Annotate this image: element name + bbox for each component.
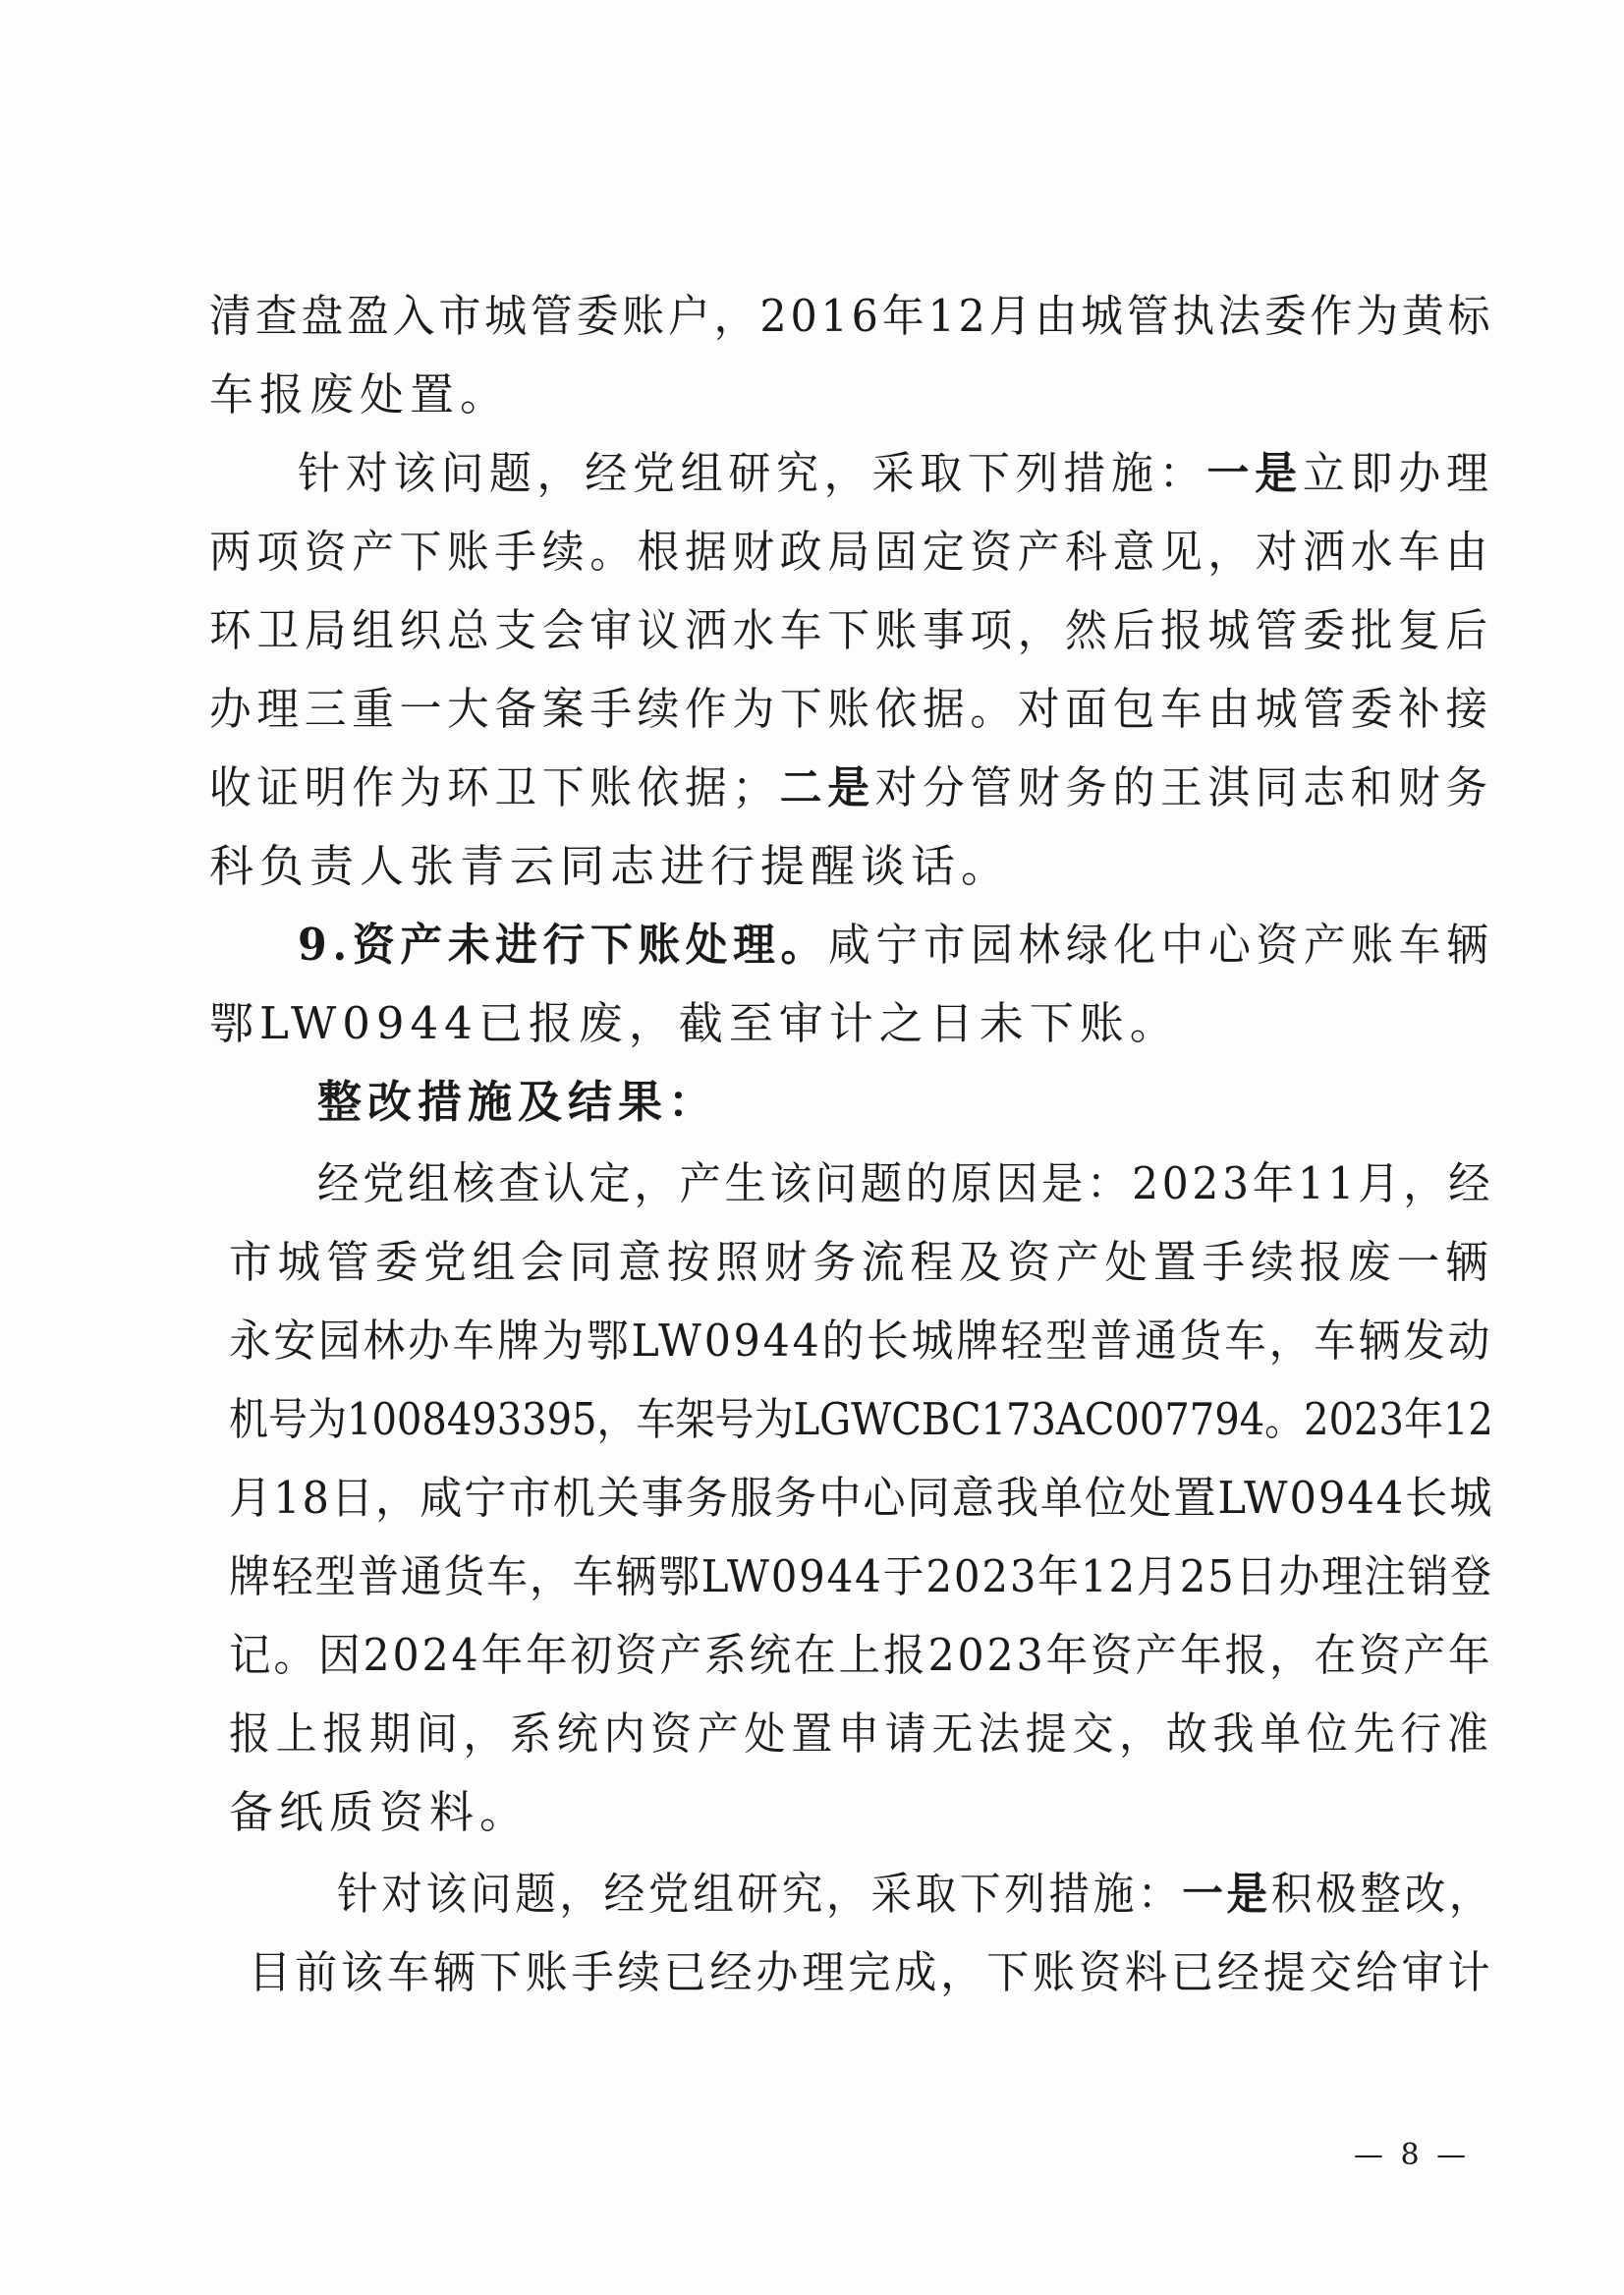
bold-text: 一是 [1182,1868,1271,1920]
body-line [298,444,1494,503]
body-line: 办理三重一大备案手续作为下账依据。对面包车由城管委补接 [209,683,1493,735]
body-line: 月18日，咸宁市机关事务服务中心同意我单位处置LW0944长城 [229,1472,1494,1524]
page-number: — 8 — [1354,2138,1471,2172]
body-line: 科负责人张青云同志进行提醒谈话。 [209,840,1012,892]
body-line: 永安园林办车牌为鄂LW0944的长城牌轻型普通货车，车辆发动 [229,1315,1493,1367]
body-line: 两项资产下账手续。根据财政局固定资产科意见，对洒水车由 [209,526,1493,578]
body-line: 环卫局组织总支会审议洒水车下账事项，然后报城管委批复后 [209,604,1493,656]
body-line [298,916,1494,975]
body-line: 牌轻型普通货车，车辆鄂LW0944于2023年12月25日办理注销登 [229,1550,1493,1602]
body-line: 报上报期间，系统内资产处置申请无法提交，故我单位先行准 [229,1707,1494,1760]
body-text: 对分管财务的王淇同志和财务 [874,761,1493,813]
body-text: 咸宁市园林绿化中心资产账车辆 [827,919,1494,971]
body-text: 收证明作为环卫下账依据； [209,761,780,813]
bold-text: 二是 [779,761,875,813]
body-text: 针对该问题，经党组研究，采取下列措施： [298,447,1207,499]
body-text: 针对该问题，经党组研究，采取下列措施： [337,1868,1183,1920]
body-line: 机号为1008493395，车架号为LGWCBC173AC007794。2023年12 [229,1393,1493,1445]
body-line: 鄂LW0944已报废，截至审计之日未下账。 [209,997,1180,1049]
body-line: 记。因2024年年初资产系统在上报2023年资产年报，在资产年 [229,1629,1493,1681]
body-text: 积极整改， [1270,1868,1494,1920]
body-line: 车报废处置。 [209,368,511,420]
section-item-title: 9.资产未进行下账处理。 [298,919,828,971]
body-line: 目前该车辆下账手续已经办理完成，下账资料已经提交给审计 [249,1946,1494,1998]
body-line: 市城管委党组会同意按照财务流程及资产处置手续报废一辆 [229,1236,1494,1288]
body-line [337,1865,1493,1924]
body-line: 备纸质资料。 [229,1786,531,1838]
body-line [209,758,1493,817]
bold-text: 一是 [1206,447,1303,499]
body-line: 经党组核查认定，产生该问题的原因是：2023年11月，经 [317,1157,1494,1209]
body-line: 清查盘盈入市城管委账户，2016年12月由城管执法委作为黄标 [209,290,1494,342]
body-text: 立即办理 [1302,447,1494,499]
section-heading: 整改措施及结果： [317,1076,719,1128]
